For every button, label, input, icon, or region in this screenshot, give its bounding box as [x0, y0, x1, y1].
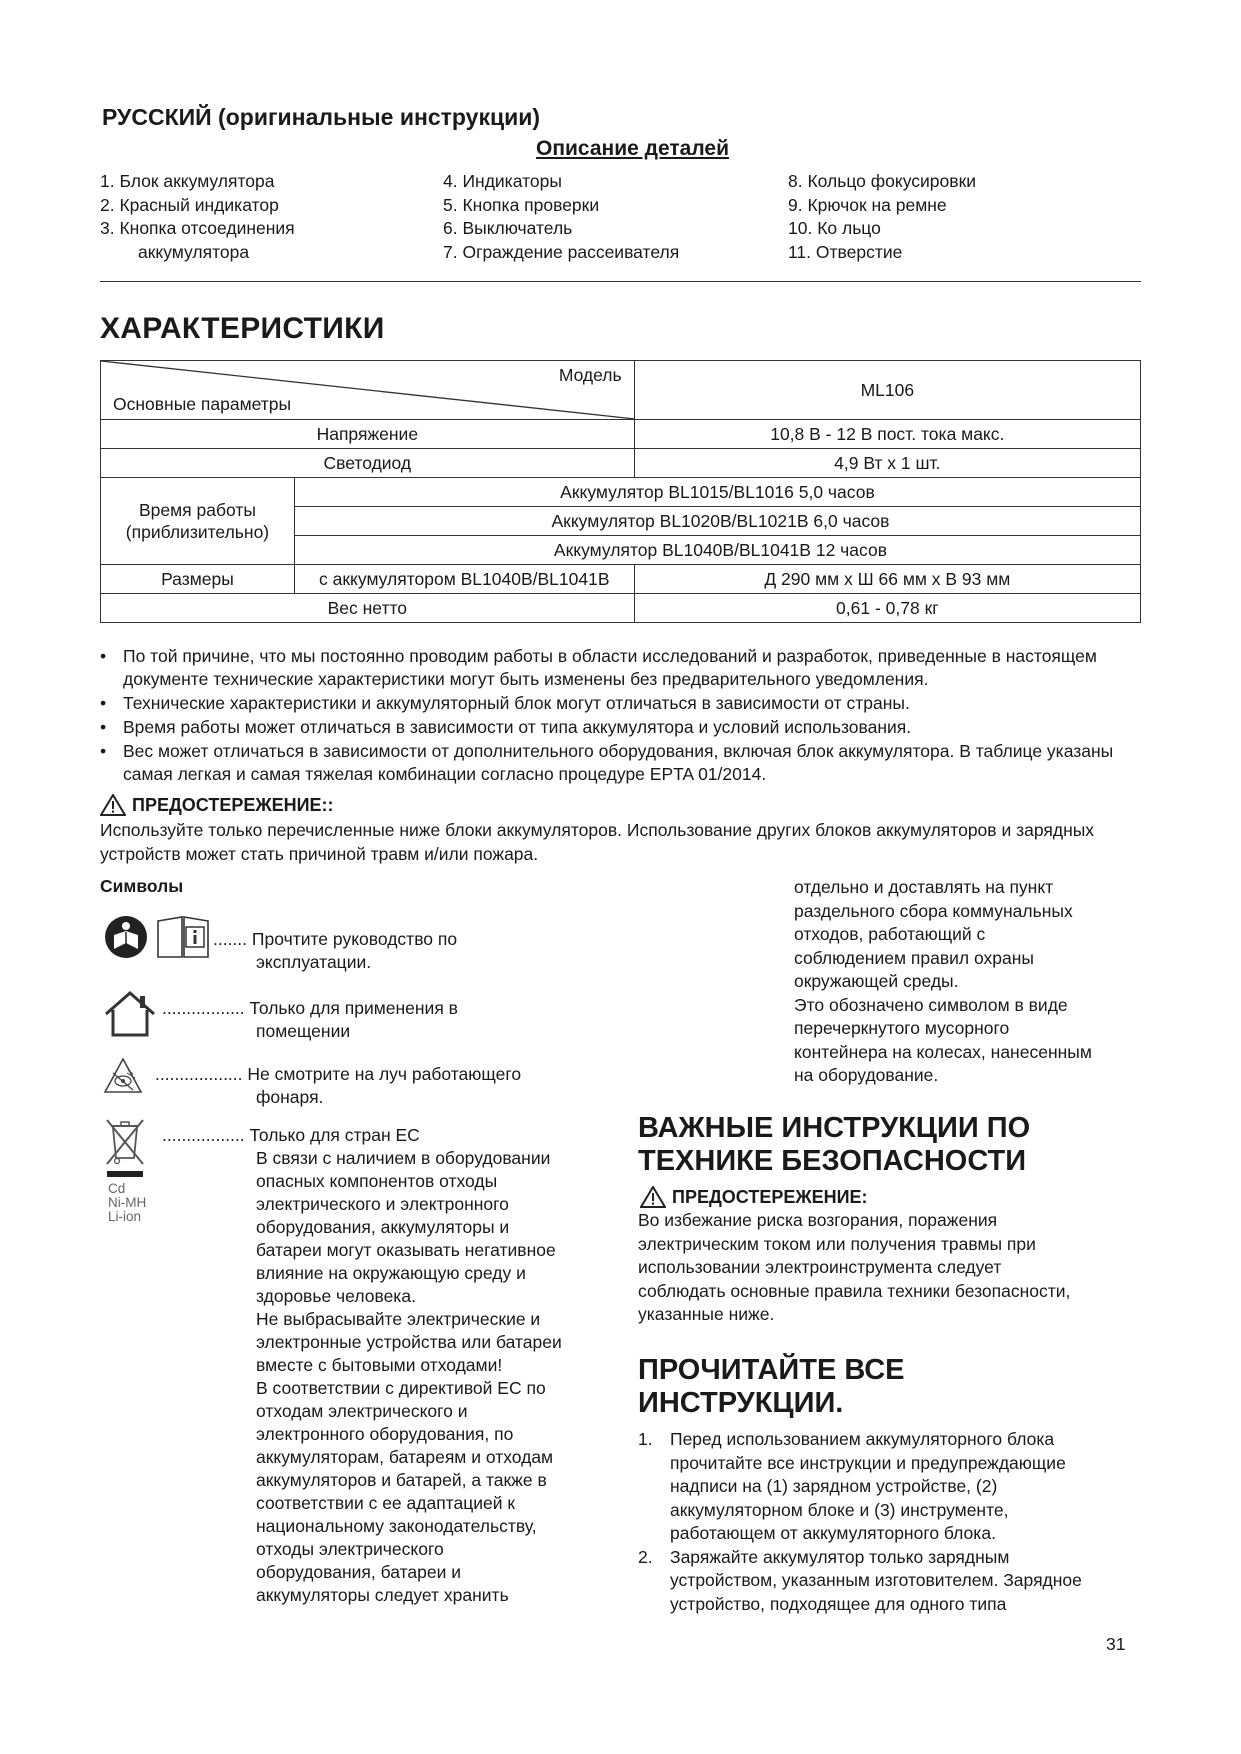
weee-line: отходов, работающий с: [794, 924, 986, 944]
model-label: Модель: [558, 365, 622, 385]
symbol-description: Только для применения в: [249, 998, 458, 1018]
weee-line: В связи с наличием в оборудовании: [256, 1148, 551, 1168]
read-heading-line: ПРОЧИТАЙТЕ ВСЕ: [638, 1354, 905, 1386]
runtime-row: [294, 478, 1140, 507]
item-number: 2.: [638, 1546, 653, 1567]
warning-triangle-icon: [100, 794, 126, 816]
runtime-battery: Аккумулятор BL1020B/BL1021B: [551, 510, 809, 531]
runtime-value: 12 часов: [815, 539, 887, 560]
symbol-indoor-text: [162, 997, 458, 1020]
read-manual-icon: [104, 915, 148, 959]
text-line: Заряжайте аккумулятор только зарядным: [670, 1546, 1010, 1567]
weee-text-block: [256, 1147, 562, 1607]
led-label: Светодиод: [101, 449, 635, 478]
safety-caution-heading: [640, 1186, 868, 1208]
dot-leader: .................: [162, 1125, 245, 1145]
weee-line: В соответствии с директивой ЕС по: [256, 1378, 546, 1398]
weee-line: соблюдением правил охраны: [794, 947, 1034, 968]
symbol-description: Прочтите руководство по: [251, 929, 458, 949]
safety-heading-line: ВАЖНЫЕ ИНСТРУКЦИИ ПО: [638, 1112, 1031, 1144]
text-line: прочитайте все инструкции и предупреждающие: [670, 1452, 1066, 1473]
part-item: 5. Кнопка проверки: [443, 194, 600, 215]
caution-text: Используйте только перечисленные ниже блоки аккумуляторов. Использование других блоков аккумуляторов и зарядных устройств может стать причиной травм и/или пожара.: [100, 820, 1095, 864]
text-line: соблюдать основные правила техники безопасности,: [638, 1280, 1071, 1301]
runtime-label-line: Время работы: [138, 500, 256, 520]
weee-line: Не выбрасывайте электрические и: [256, 1309, 541, 1329]
text-line: устройством, указанным изготовителем. Зарядное: [670, 1570, 1082, 1590]
parts-list: [100, 170, 1140, 266]
weee-line: здоровье человека.: [256, 1286, 416, 1306]
chem-label: Ni-MH: [108, 1195, 147, 1210]
language-title: РУССКИЙ (оригинальные инструкции): [102, 104, 541, 130]
table-row: [101, 449, 1141, 478]
symbol-no-stare-text: [155, 1063, 521, 1086]
dimensions-condition: с аккумулятором BL1040B/BL1041B: [294, 565, 634, 594]
runtime-row: [294, 536, 1140, 565]
do-not-stare-icon: [103, 1057, 143, 1095]
led-value: 4,9 Вт х 1 шт.: [634, 449, 1140, 478]
runtime-row: [294, 507, 1140, 536]
part-item: 7. Ограждение рассеивателя: [443, 241, 680, 262]
symbol-description: Только для стран ЕС: [249, 1125, 420, 1145]
item-number: 1.: [638, 1429, 653, 1449]
weee-line: аккумуляторов и батарей, а также в: [256, 1470, 547, 1490]
model-value: ML106: [634, 361, 1140, 420]
weee-line: отходы электрического: [256, 1539, 444, 1559]
table-row: [101, 361, 1141, 420]
runtime-battery: Аккумулятор BL1040B/BL1041B: [553, 539, 811, 560]
weee-line: аккумуляторам, батареям и отходам: [256, 1447, 554, 1467]
part-item: 4. Индикаторы: [443, 171, 562, 191]
text-line: Перед использованием аккумуляторного блока: [670, 1429, 1055, 1449]
weee-line: на оборудование.: [794, 1065, 939, 1085]
note-item: • Технические характеристики и аккумуляторный блок могут отличаться в зависимости от страны.: [100, 692, 1145, 715]
indoor-house-icon: [102, 990, 158, 1038]
safety-heading-line: ТЕХНИКЕ БЕЗОПАСНОСТИ: [638, 1145, 1027, 1177]
parts-column-2: [443, 170, 679, 264]
text-line: указанные ниже.: [638, 1304, 775, 1324]
instructions-list: [638, 1428, 1143, 1616]
text-line: Во избежание риска возгорания, поражения: [638, 1210, 998, 1230]
part-item: 6. Выключатель: [443, 218, 573, 238]
runtime-value: 6,0 часов: [813, 510, 890, 531]
weee-line: национальному законодательству,: [256, 1516, 537, 1536]
safety-caution-text: [638, 1209, 1143, 1327]
specs-table: [100, 360, 1141, 623]
weee-line: электронного оборудования, по: [256, 1424, 514, 1444]
parts-description-title: Описание деталей: [536, 137, 729, 160]
symbols-title: Символы: [100, 876, 184, 896]
symbol-eu-text: [162, 1124, 420, 1147]
page-number: 31: [1106, 1634, 1126, 1654]
weight-value: 0,61 - 0,78 кг: [634, 594, 1140, 623]
header-diagonal-cell: [101, 361, 635, 420]
weight-label: Вес нетто: [101, 594, 635, 623]
dimensions-value: Д 290 мм х Ш 66 мм х В 93 мм: [634, 565, 1140, 594]
weee-line: электрического и электронного: [256, 1194, 509, 1214]
part-item: аккумулятора: [138, 241, 250, 262]
weee-line: перечеркнутого мусорного: [794, 1018, 1010, 1038]
caution-title: ПРЕДОСТЕРЕЖЕНИЕ:: [672, 1186, 868, 1207]
symbol-description: фонаря.: [256, 1087, 324, 1107]
voltage-label: Напряжение: [101, 420, 635, 449]
battery-chemistry-labels: [108, 1182, 146, 1224]
symbol-read-manual-text: [213, 928, 457, 951]
manual-info-icon: [156, 915, 210, 959]
crossed-bin-icon: [103, 1116, 147, 1178]
weee-line: батареи могут оказывать негативное: [256, 1240, 556, 1260]
part-item: 2. Красный индикатор: [100, 194, 279, 215]
table-row: [101, 565, 1141, 594]
weee-line: электронные устройства или батареи: [256, 1332, 562, 1352]
specs-title: ХАРАКТЕРИСТИКИ: [100, 312, 385, 345]
text-line: использовании электроинструмента следует: [638, 1257, 1002, 1277]
text-line: электрическим током или получения травмы при: [638, 1233, 1036, 1254]
runtime-value: 5,0 часов: [798, 481, 875, 502]
note-item: • Вес может отличаться в зависимости от дополнительного оборудования, включая блок аккумулятора. В таблице указаны самая легкая и самая тяжелая комбинации согласно процедуре EPTA 01/2014.: [100, 740, 1145, 786]
weee-line: отходам электрического и: [256, 1401, 468, 1421]
table-row: [101, 420, 1141, 449]
table-row: [101, 594, 1141, 623]
weee-continuation: [794, 876, 1139, 1088]
notes-list: [100, 645, 1145, 787]
weee-line: отдельно и доставлять на пункт: [794, 877, 1054, 897]
weee-line: аккумуляторы следует хранить: [256, 1585, 509, 1605]
table-row: [101, 478, 1141, 507]
voltage-value: 10,8 В - 12 В пост. тока макс.: [634, 420, 1140, 449]
runtime-label: [101, 478, 295, 565]
caution-title: ПРЕДОСТЕРЕЖЕНИЕ::: [132, 794, 334, 815]
warning-triangle-icon: [640, 1186, 666, 1208]
section-divider: [100, 281, 1141, 282]
note-item: • Время работы может отличаться в зависимости от типа аккумулятора и условий использования.: [100, 716, 1145, 739]
part-item: 9. Крючок на ремне: [788, 194, 947, 215]
weee-line: вместе с бытовыми отходами!: [256, 1355, 503, 1375]
list-item: [638, 1428, 1143, 1546]
text-line: аккумуляторном блоке и (3) инструменте,: [670, 1499, 1009, 1520]
dimensions-label: Размеры: [101, 565, 295, 594]
dot-leader: .................: [162, 998, 245, 1018]
part-item: 11. Отверстие: [788, 241, 903, 262]
weee-line: оборудования, батареи и: [256, 1562, 462, 1582]
runtime-label-line: (приблизительно): [125, 522, 270, 542]
weee-line: Это обозначено символом в виде: [794, 994, 1068, 1015]
part-item: 8. Кольцо фокусировки: [788, 171, 977, 191]
text-line: надписи на (1) зарядном устройстве, (2): [670, 1476, 998, 1496]
list-item: [638, 1546, 1143, 1617]
text-line: работающем от аккумуляторного блока.: [670, 1523, 996, 1543]
chem-label: Cd: [108, 1181, 126, 1196]
read-heading-line: ИНСТРУКЦИИ.: [638, 1387, 844, 1419]
dot-leader: ..................: [155, 1064, 243, 1084]
symbol-description: Не смотрите на луч работающего: [247, 1064, 522, 1084]
part-item: 10. Ко льцо: [788, 218, 881, 238]
weee-line: соответствии с ее адаптацией к: [256, 1493, 516, 1513]
caution-heading: [100, 794, 334, 816]
symbol-description: помещении: [256, 1021, 351, 1041]
read-all-heading: [638, 1354, 905, 1420]
parts-column-3: [788, 170, 976, 264]
weee-line: контейнера на колесах, нанесенным: [794, 1041, 1092, 1062]
safety-heading: [638, 1112, 1030, 1178]
part-item: 1. Блок аккумулятора: [100, 171, 275, 191]
symbol-description: эксплуатации.: [256, 952, 372, 972]
chem-label: Li-ion: [108, 1209, 142, 1224]
note-item: • По той причине, что мы постоянно проводим работы в области исследований и разработок, приведенные в настоящем документе технические характеристики могут быть изменены без предварительного уведомления.: [100, 645, 1145, 691]
part-item: 3. Кнопка отсоединения: [100, 218, 295, 238]
weee-line: окружающей среды.: [794, 971, 959, 991]
text-line: устройство, подходящее для одного типа: [670, 1593, 1007, 1614]
dot-leader: .......: [213, 929, 248, 949]
weee-line: оборудования, аккумуляторы и: [256, 1217, 510, 1237]
parts-column-1: [100, 170, 295, 264]
weee-line: влияние на окружающую среду и: [256, 1263, 526, 1283]
weee-line: раздельного сбора коммунальных: [794, 900, 1073, 921]
runtime-battery: Аккумулятор BL1015/BL1016: [560, 481, 794, 502]
weee-line: опасных компонентов отходы: [256, 1171, 498, 1191]
basic-params-label: Основные параметры: [113, 394, 292, 414]
